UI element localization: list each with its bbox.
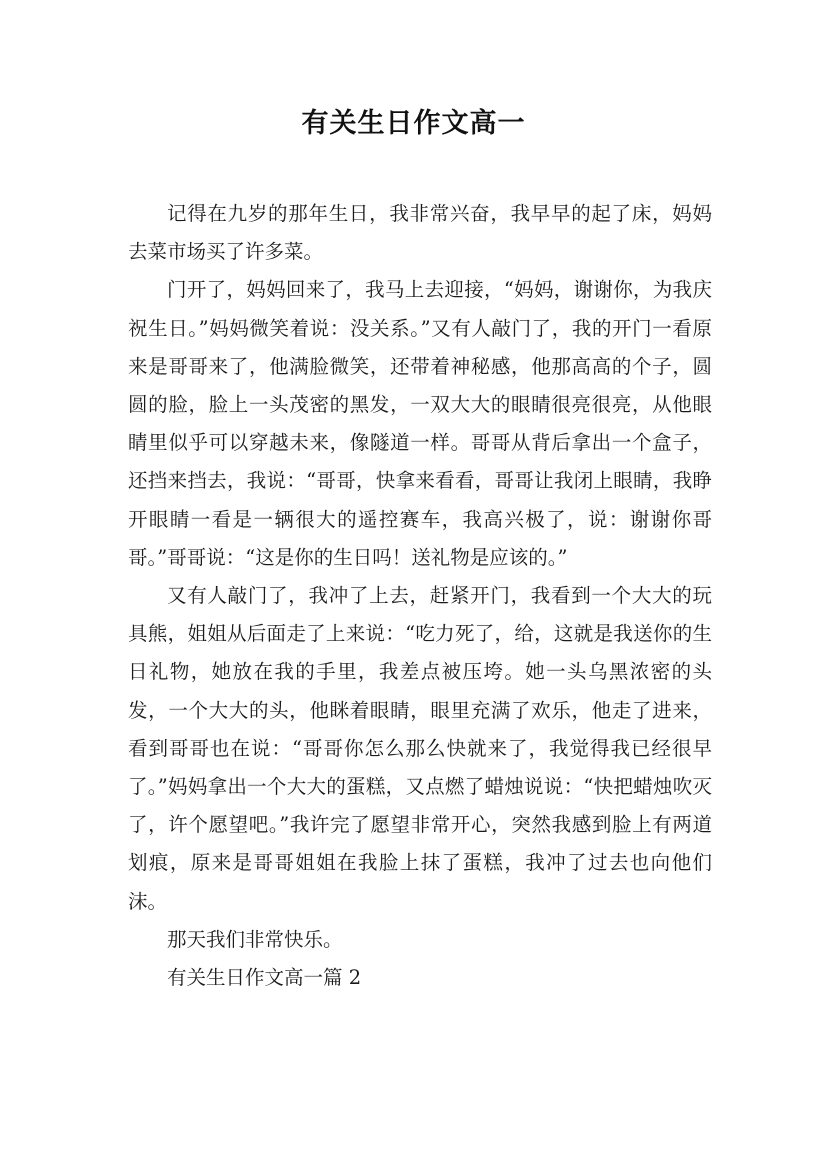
paragraph: 记得在九岁的那年生日，我非常兴奋，我早早的起了床，妈妈去菜市场买了许多菜。 bbox=[128, 202, 712, 264]
section-heading: 有关生日作文高一篇 2 bbox=[167, 966, 362, 990]
paragraph: 门开了，妈妈回来了，我马上去迎接，“妈妈，谢谢你，为我庆祝生日。”妈妈微笑着说：没关系。”又有人敲门了，我的开门一看原来是哥哥来了，他满脸微笑，还带着神秘感，他那高高的个子，圆圆的脸，脸上一头茂密的黑发，一双大大的眼睛很亮很亮，从他眼睛里似乎可以穿越未来，像隧道一样。哥哥从背后拿出一个盒子，还挡来挡去，我说：“哥哥，快拿来看看，哥哥让我闭上眼睛，我睁开眼睛一看是一辆很大的遥控赛车，我高兴极了，说：谢谢你哥哥。”哥哥说：“这是你的生日吗！送礼物是应该的。” bbox=[128, 278, 712, 569]
paragraph: 又有人敲门了，我冲了上去，赶紧开门，我看到一个大大的玩具熊，姐姐从后面走了上来说：“吃力死了，给，这就是我送你的生日礼物，她放在我的手里，我差点被压垮。她一头乌黑浓密的头发，一个大大的头，他眯着眼睛，眼里充满了欢乐，他走了进来，看到哥哥也在说：“哥哥你怎么那么快就来了，我觉得我已经很早了。”妈妈拿出一个大大的蛋糕，又点燃了蜡烛说说：“快把蜡烛吹灭了，许个愿望吧。”我许完了愿望非常开心，突然我感到脸上有两道划痕，原来是哥哥姐姐在我脸上抹了蛋糕，我冲了过去也向他们沫。 bbox=[128, 584, 712, 913]
document-title: 有关生日作文高一 bbox=[301, 108, 526, 139]
document-body bbox=[128, 195, 712, 997]
paragraph: 那天我们非常快乐。 bbox=[167, 927, 343, 951]
